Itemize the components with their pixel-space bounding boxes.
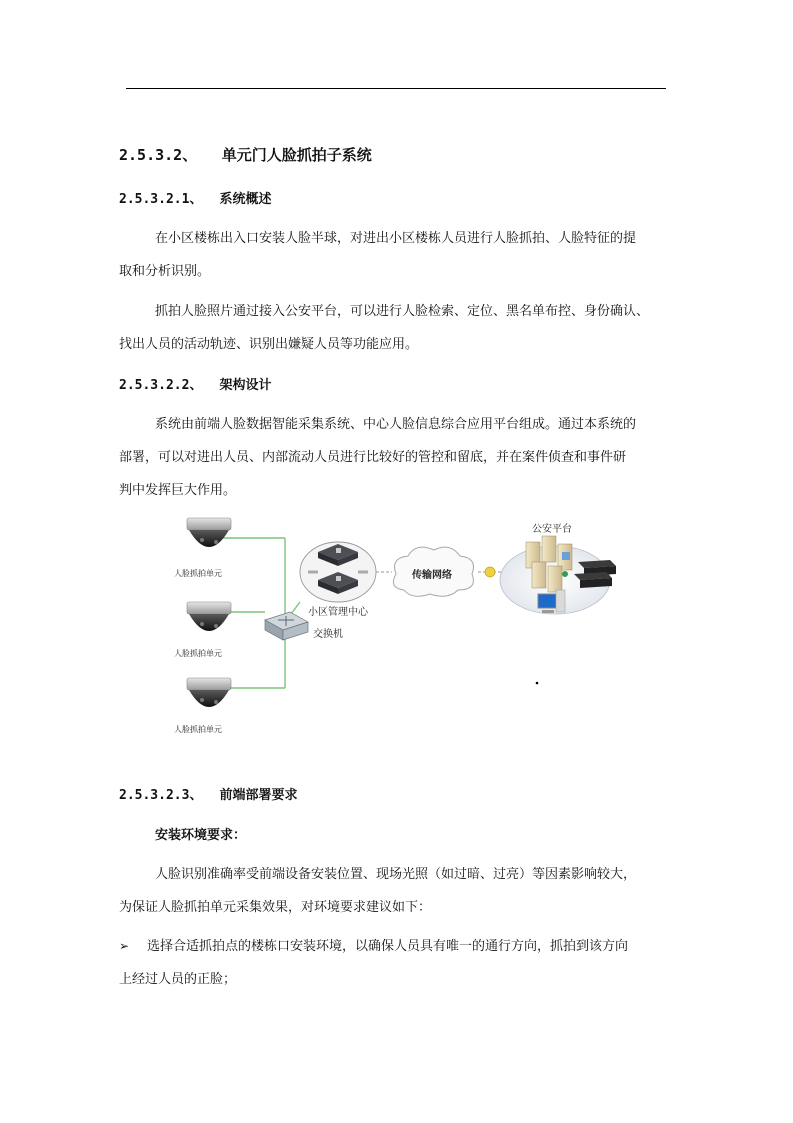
architecture-diagram (160, 512, 630, 747)
network-label: 传输网络 (412, 570, 452, 581)
overview-paragraph-2 (119, 295, 667, 361)
bullet-line2: 上经过人员的正脸； (119, 972, 237, 987)
env-subheading: 安装环境要求： (155, 828, 247, 843)
camera-label-2: 人脸抓拍单元 (174, 649, 222, 658)
architecture-number: 2.5.3.2.2、 (119, 378, 203, 393)
section-number: 2.5.3.2、 (119, 146, 198, 164)
bullet-line1: 选择合适抓拍点的楼栋口安装环境，以确保人员具有唯一的通行方向，抓拍到该方向 (147, 939, 629, 954)
architecture-heading (119, 374, 272, 393)
connector-icon (485, 567, 495, 577)
overview-p2-line1: 抓拍人脸照片通过接入公安平台，可以进行人脸检索、定位、黑名单布控、身份确认、 (155, 304, 650, 319)
architecture-diagram-svg (160, 512, 630, 747)
platform-label: 公安平台 (532, 524, 572, 535)
section-heading (119, 144, 372, 165)
architecture-line3: 判中发挥巨大作用。 (119, 483, 237, 498)
center-label: 小区管理中心 (308, 607, 368, 618)
switch-icon (265, 612, 308, 640)
dome-camera-icon (187, 678, 231, 707)
architecture-title: 架构设计 (219, 378, 272, 393)
switch-label: 交换机 (313, 629, 343, 640)
bullet-arrow-icon: ➢ (119, 939, 130, 953)
overview-p1-line1: 在小区楼栋出入口安装人脸半球，对进出小区楼栋人员进行人脸抓拍、人脸特征的提 (155, 231, 637, 246)
camera-label-1: 人脸抓拍单元 (174, 569, 222, 578)
frontend-heading (119, 784, 298, 803)
platform-icon (500, 536, 616, 614)
management-center-icon (300, 542, 376, 602)
overview-heading (119, 188, 272, 207)
frontend-title: 前端部署要求 (219, 788, 298, 803)
overview-title: 系统概述 (219, 192, 272, 207)
header-rule (126, 88, 666, 89)
overview-p2-line2: 找出人员的活动轨迹、识别出嫌疑人员等功能应用。 (119, 337, 419, 352)
section-title: 单元门人脸抓拍子系统 (221, 146, 372, 164)
overview-number: 2.5.3.2.1、 (119, 192, 203, 207)
overview-paragraph-1 (119, 222, 667, 288)
frontend-line2: 为保证人脸抓拍单元采集效果，对环境要求建议如下： (119, 900, 432, 915)
frontend-paragraph (119, 858, 667, 924)
camera-label-3: 人脸抓拍单元 (174, 725, 222, 734)
frontend-number: 2.5.3.2.3、 (119, 788, 203, 803)
overview-p1-line2: 取和分析识别。 (119, 264, 211, 279)
architecture-paragraph (119, 408, 667, 507)
stray-dot (536, 682, 539, 685)
architecture-line2: 部署，可以对进出人员、内部流动人员进行比较好的管控和留底，并在案件侦查和事件研 (119, 450, 627, 465)
architecture-line1: 系统由前端人脸数据智能采集系统、中心人脸信息综合应用平台组成。通过本系统的 (155, 417, 637, 432)
dome-camera-icon (187, 518, 231, 547)
frontend-line1: 人脸识别准确率受前端设备安装位置、现场光照（如过暗、过亮）等因素影响较大， (155, 867, 637, 882)
bullet-item (119, 930, 667, 996)
dome-camera-icon (187, 602, 231, 631)
